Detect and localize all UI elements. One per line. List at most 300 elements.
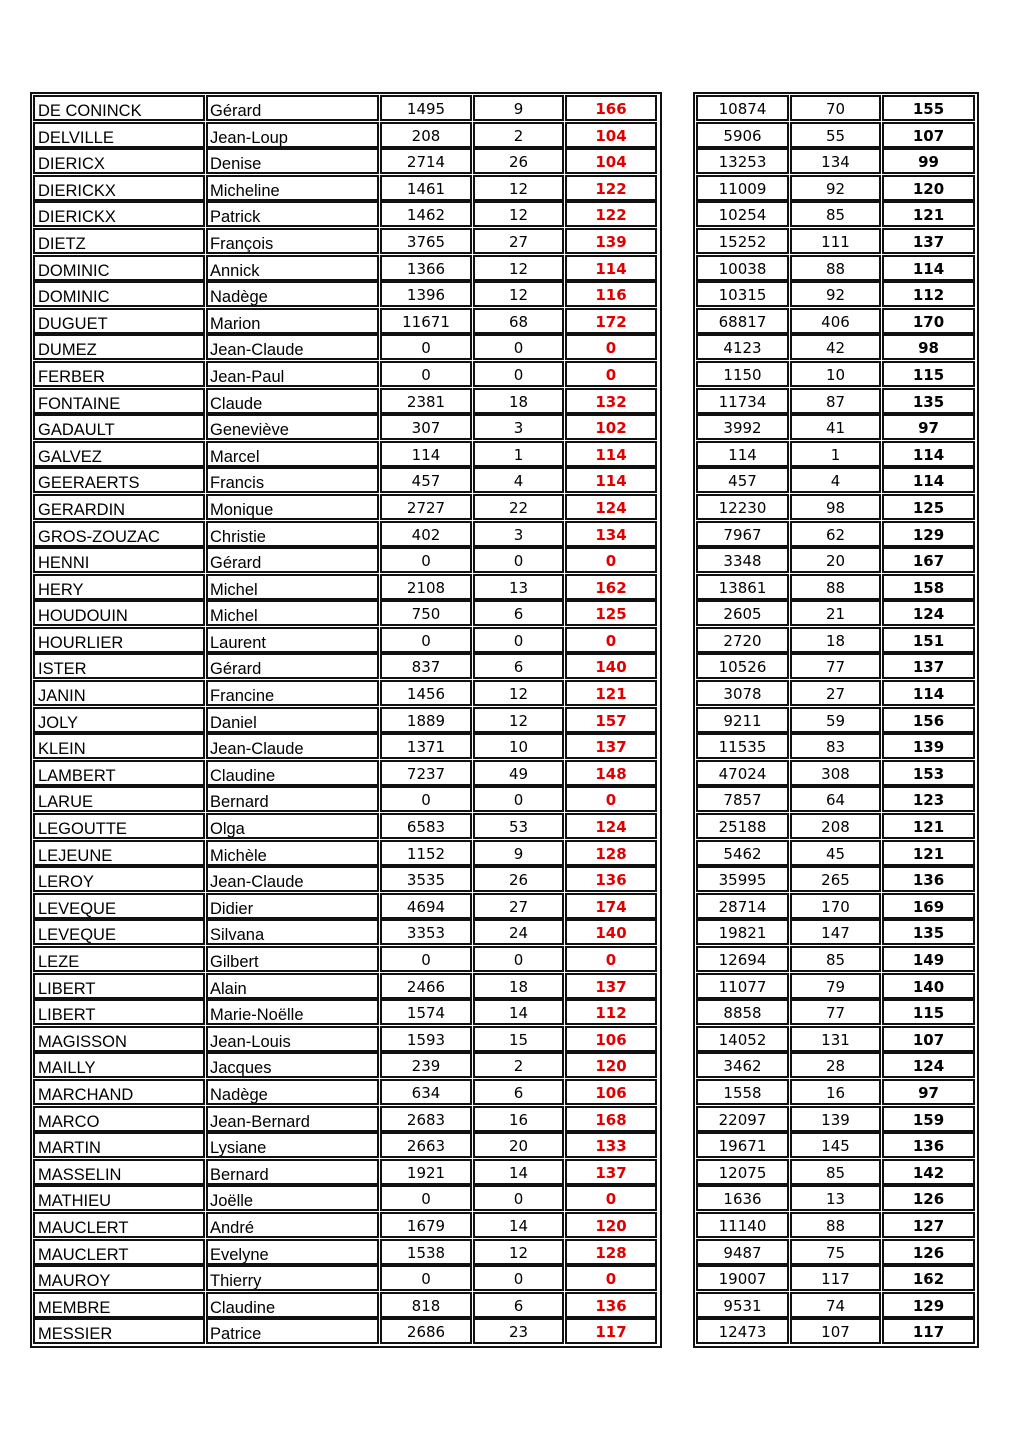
table-row [33,733,660,760]
table-row [33,521,660,548]
total-games-cell: 16 [790,1079,881,1105]
total-games-cell: 88 [790,1212,881,1238]
total-pins-cell: 19821 [696,919,789,945]
games-cell: 27 [473,893,564,919]
total-games-cell: 134 [790,148,881,174]
total-average-cell: 153 [882,760,975,786]
total-average-cell: 169 [882,893,975,919]
first-name-cell: Alain [206,973,379,999]
last-name-cell: MATHIEU [33,1185,205,1211]
total-games-cell: 42 [790,334,881,360]
total-games-cell: 62 [790,521,881,547]
first-name-cell: Monique [206,494,379,520]
total-pins-cell: 12694 [696,946,789,972]
total-games-cell: 265 [790,866,881,892]
pins-cell: 2108 [380,574,472,600]
total-average-cell: 114 [882,441,975,467]
pins-cell: 1462 [380,201,472,227]
season-table [30,92,662,1348]
table-row [33,547,660,574]
total-average-cell: 125 [882,494,975,520]
table-row [33,1026,660,1053]
pins-cell: 1593 [380,1026,472,1052]
games-cell: 26 [473,148,564,174]
total-games-cell: 41 [790,414,881,440]
total-average-cell: 124 [882,600,975,626]
total-average-cell: 121 [882,840,975,866]
total-pins-cell: 3992 [696,414,789,440]
table-row [696,201,977,228]
table-row [696,228,977,255]
games-cell: 12 [473,175,564,201]
table-row [696,627,977,654]
total-average-cell: 121 [882,201,975,227]
total-average-cell: 107 [882,122,975,148]
average-cell: 139 [565,228,657,254]
average-cell: 0 [565,334,657,360]
first-name-cell: André [206,1212,379,1238]
total-average-cell: 126 [882,1239,975,1265]
first-name-cell: Patrick [206,201,379,227]
table-row [33,574,660,601]
total-average-cell: 107 [882,1026,975,1052]
total-games-cell: 70 [790,95,881,121]
games-cell: 9 [473,95,564,121]
last-name-cell: LEVEQUE [33,919,205,945]
first-name-cell: Michèle [206,840,379,866]
table-row [696,733,977,760]
total-average-cell: 142 [882,1159,975,1185]
total-average-cell: 127 [882,1212,975,1238]
total-pins-cell: 11535 [696,733,789,759]
total-pins-cell: 3348 [696,547,789,573]
average-cell: 134 [565,521,657,547]
average-cell: 132 [565,388,657,414]
totals-table [693,92,979,1348]
first-name-cell: Silvana [206,919,379,945]
average-cell: 128 [565,840,657,866]
pins-cell: 1495 [380,95,472,121]
table-row [33,760,660,787]
average-cell: 0 [565,1265,657,1291]
total-average-cell: 99 [882,148,975,174]
table-row [696,1132,977,1159]
first-name-cell: Marion [206,308,379,334]
first-name-cell: Jacques [206,1052,379,1078]
first-name-cell: Christie [206,521,379,547]
table-row [33,973,660,1000]
first-name-cell: Nadège [206,1079,379,1105]
total-games-cell: 117 [790,1265,881,1291]
table-row [696,1265,977,1292]
pins-cell: 1366 [380,255,472,281]
games-cell: 12 [473,680,564,706]
table-row [696,148,977,175]
first-name-cell: Michel [206,600,379,626]
total-games-cell: 111 [790,228,881,254]
table-row [696,1239,977,1266]
total-pins-cell: 22097 [696,1106,789,1132]
total-pins-cell: 7967 [696,521,789,547]
table-row [696,1185,977,1212]
first-name-cell: Gérard [206,95,379,121]
table-row [33,414,660,441]
total-average-cell: 155 [882,95,975,121]
first-name-cell: Francis [206,467,379,493]
pins-cell: 7237 [380,760,472,786]
total-pins-cell: 2720 [696,627,789,653]
first-name-cell: Gilbert [206,946,379,972]
total-pins-cell: 14052 [696,1026,789,1052]
average-cell: 0 [565,946,657,972]
total-pins-cell: 11077 [696,973,789,999]
average-cell: 117 [565,1318,657,1344]
first-name-cell: Olga [206,813,379,839]
pins-cell: 0 [380,1185,472,1211]
average-cell: 172 [565,308,657,334]
games-cell: 2 [473,122,564,148]
table-row [33,707,660,734]
pins-cell: 1371 [380,733,472,759]
total-games-cell: 85 [790,1159,881,1185]
total-games-cell: 64 [790,786,881,812]
total-pins-cell: 11140 [696,1212,789,1238]
total-average-cell: 167 [882,547,975,573]
last-name-cell: JOLY [33,707,205,733]
pins-cell: 2714 [380,148,472,174]
first-name-cell: Bernard [206,1159,379,1185]
average-cell: 0 [565,627,657,653]
games-cell: 23 [473,1318,564,1344]
table-row [696,840,977,867]
last-name-cell: MAUCLERT [33,1212,205,1238]
total-games-cell: 308 [790,760,881,786]
total-pins-cell: 1636 [696,1185,789,1211]
games-cell: 10 [473,733,564,759]
pins-cell: 1396 [380,281,472,307]
pins-cell: 818 [380,1292,472,1318]
last-name-cell: LARUE [33,786,205,812]
total-games-cell: 59 [790,707,881,733]
average-cell: 148 [565,760,657,786]
first-name-cell: Marie-Noëlle [206,999,379,1025]
pins-cell: 1538 [380,1239,472,1265]
table-row [33,308,660,335]
pins-cell: 0 [380,1265,472,1291]
average-cell: 104 [565,122,657,148]
total-games-cell: 208 [790,813,881,839]
pins-cell: 2466 [380,973,472,999]
total-games-cell: 98 [790,494,881,520]
games-cell: 14 [473,1212,564,1238]
total-games-cell: 74 [790,1292,881,1318]
last-name-cell: LEROY [33,866,205,892]
last-name-cell: MAGISSON [33,1026,205,1052]
average-cell: 137 [565,973,657,999]
first-name-cell: Jean-Loup [206,122,379,148]
first-name-cell: Gérard [206,547,379,573]
table-row [33,281,660,308]
last-name-cell: KLEIN [33,733,205,759]
last-name-cell: DOMINIC [33,281,205,307]
last-name-cell: HOURLIER [33,627,205,653]
total-average-cell: 162 [882,1265,975,1291]
total-games-cell: 75 [790,1239,881,1265]
games-cell: 0 [473,1185,564,1211]
games-cell: 4 [473,467,564,493]
table-row [33,600,660,627]
table-row [33,95,660,122]
table-row [33,228,660,255]
last-name-cell: LAMBERT [33,760,205,786]
pins-cell: 0 [380,786,472,812]
games-cell: 14 [473,1159,564,1185]
last-name-cell: MEMBRE [33,1292,205,1318]
last-name-cell: DOMINIC [33,255,205,281]
pins-cell: 0 [380,627,472,653]
table-row [33,999,660,1026]
table-row [696,334,977,361]
total-pins-cell: 5462 [696,840,789,866]
total-pins-cell: 13253 [696,148,789,174]
table-row [696,1212,977,1239]
average-cell: 168 [565,1106,657,1132]
table-row [696,1159,977,1186]
games-cell: 16 [473,1106,564,1132]
pins-cell: 2686 [380,1318,472,1344]
first-name-cell: Jean-Bernard [206,1106,379,1132]
total-average-cell: 136 [882,1132,975,1158]
games-cell: 18 [473,388,564,414]
total-pins-cell: 25188 [696,813,789,839]
table-row [33,201,660,228]
pins-cell: 114 [380,441,472,467]
table-row [696,866,977,893]
total-average-cell: 158 [882,574,975,600]
total-games-cell: 88 [790,255,881,281]
table-row [696,653,977,680]
total-average-cell: 149 [882,946,975,972]
games-cell: 14 [473,999,564,1025]
pins-cell: 11671 [380,308,472,334]
table-row [696,1106,977,1133]
table-row [696,600,977,627]
average-cell: 162 [565,574,657,600]
last-name-cell: DELVILLE [33,122,205,148]
last-name-cell: MESSIER [33,1318,205,1344]
pins-cell: 457 [380,467,472,493]
pins-cell: 1461 [380,175,472,201]
games-cell: 24 [473,919,564,945]
first-name-cell: Jean-Paul [206,361,379,387]
average-cell: 120 [565,1212,657,1238]
total-pins-cell: 7857 [696,786,789,812]
pins-cell: 0 [380,361,472,387]
table-row [696,574,977,601]
games-cell: 0 [473,334,564,360]
pins-cell: 1889 [380,707,472,733]
games-cell: 26 [473,866,564,892]
total-games-cell: 88 [790,574,881,600]
first-name-cell: Joëlle [206,1185,379,1211]
table-row [33,255,660,282]
games-cell: 6 [473,1292,564,1318]
table-row [696,441,977,468]
first-name-cell: Bernard [206,786,379,812]
table-row [33,680,660,707]
average-cell: 140 [565,653,657,679]
pins-cell: 1152 [380,840,472,866]
games-cell: 0 [473,627,564,653]
table-row [33,122,660,149]
total-average-cell: 170 [882,308,975,334]
table-row [696,95,977,122]
total-pins-cell: 12075 [696,1159,789,1185]
pins-cell: 402 [380,521,472,547]
table-row [33,1292,660,1319]
table-row [696,122,977,149]
total-pins-cell: 3078 [696,680,789,706]
total-average-cell: 151 [882,627,975,653]
games-cell: 49 [473,760,564,786]
total-games-cell: 139 [790,1106,881,1132]
table-row [696,1079,977,1106]
table-row [696,547,977,574]
total-pins-cell: 457 [696,467,789,493]
games-cell: 12 [473,201,564,227]
total-pins-cell: 11009 [696,175,789,201]
games-cell: 0 [473,946,564,972]
games-cell: 20 [473,1132,564,1158]
table-row [33,1318,660,1345]
table-row [33,148,660,175]
table-row [696,760,977,787]
total-pins-cell: 19007 [696,1265,789,1291]
average-cell: 137 [565,733,657,759]
first-name-cell: Jean-Claude [206,866,379,892]
last-name-cell: DIERICKX [33,201,205,227]
last-name-cell: DIETZ [33,228,205,254]
average-cell: 136 [565,866,657,892]
total-games-cell: 55 [790,122,881,148]
last-name-cell: DUMEZ [33,334,205,360]
total-games-cell: 1 [790,441,881,467]
average-cell: 166 [565,95,657,121]
last-name-cell: FONTAINE [33,388,205,414]
table-row [33,866,660,893]
table-row [696,388,977,415]
last-name-cell: DIERICKX [33,175,205,201]
total-average-cell: 129 [882,521,975,547]
total-average-cell: 115 [882,999,975,1025]
games-cell: 13 [473,574,564,600]
last-name-cell: LEGOUTTE [33,813,205,839]
first-name-cell: Annick [206,255,379,281]
table-row [696,946,977,973]
table-row [33,441,660,468]
table-row [696,414,977,441]
total-average-cell: 129 [882,1292,975,1318]
games-cell: 9 [473,840,564,866]
total-average-cell: 140 [882,973,975,999]
total-games-cell: 131 [790,1026,881,1052]
first-name-cell: Thierry [206,1265,379,1291]
total-average-cell: 117 [882,1318,975,1344]
total-pins-cell: 68817 [696,308,789,334]
total-average-cell: 126 [882,1185,975,1211]
first-name-cell: Lysiane [206,1132,379,1158]
last-name-cell: MASSELIN [33,1159,205,1185]
total-games-cell: 85 [790,946,881,972]
total-games-cell: 170 [790,893,881,919]
table-row [33,627,660,654]
first-name-cell: Patrice [206,1318,379,1344]
total-pins-cell: 12473 [696,1318,789,1344]
first-name-cell: Didier [206,893,379,919]
games-cell: 6 [473,653,564,679]
table-row [696,919,977,946]
first-name-cell: Claudine [206,760,379,786]
average-cell: 174 [565,893,657,919]
average-cell: 124 [565,813,657,839]
total-games-cell: 4 [790,467,881,493]
first-name-cell: Geneviève [206,414,379,440]
total-pins-cell: 12230 [696,494,789,520]
average-cell: 0 [565,786,657,812]
table-row [33,361,660,388]
pins-cell: 837 [380,653,472,679]
total-games-cell: 13 [790,1185,881,1211]
table-row [696,680,977,707]
total-pins-cell: 11734 [696,388,789,414]
games-cell: 12 [473,281,564,307]
total-pins-cell: 9531 [696,1292,789,1318]
games-cell: 53 [473,813,564,839]
average-cell: 124 [565,494,657,520]
total-games-cell: 77 [790,653,881,679]
table-row [33,334,660,361]
table-row [696,999,977,1026]
table-row [696,281,977,308]
table-row [696,1318,977,1345]
total-average-cell: 159 [882,1106,975,1132]
table-row [696,1026,977,1053]
last-name-cell: JANIN [33,680,205,706]
table-row [33,946,660,973]
last-name-cell: MAUCLERT [33,1239,205,1265]
average-cell: 104 [565,148,657,174]
pins-cell: 3353 [380,919,472,945]
table-row [696,255,977,282]
games-cell: 6 [473,600,564,626]
total-pins-cell: 10254 [696,201,789,227]
table-row [696,786,977,813]
last-name-cell: LEZE [33,946,205,972]
table-row [33,1079,660,1106]
total-average-cell: 97 [882,414,975,440]
total-average-cell: 156 [882,707,975,733]
last-name-cell: GROS-ZOUZAC [33,521,205,547]
last-name-cell: DE CONINCK [33,95,205,121]
average-cell: 157 [565,707,657,733]
last-name-cell: HOUDOUIN [33,600,205,626]
first-name-cell: Jean-Claude [206,733,379,759]
table-row [696,494,977,521]
total-pins-cell: 13861 [696,574,789,600]
first-name-cell: Michel [206,574,379,600]
table-row [33,1159,660,1186]
total-games-cell: 10 [790,361,881,387]
